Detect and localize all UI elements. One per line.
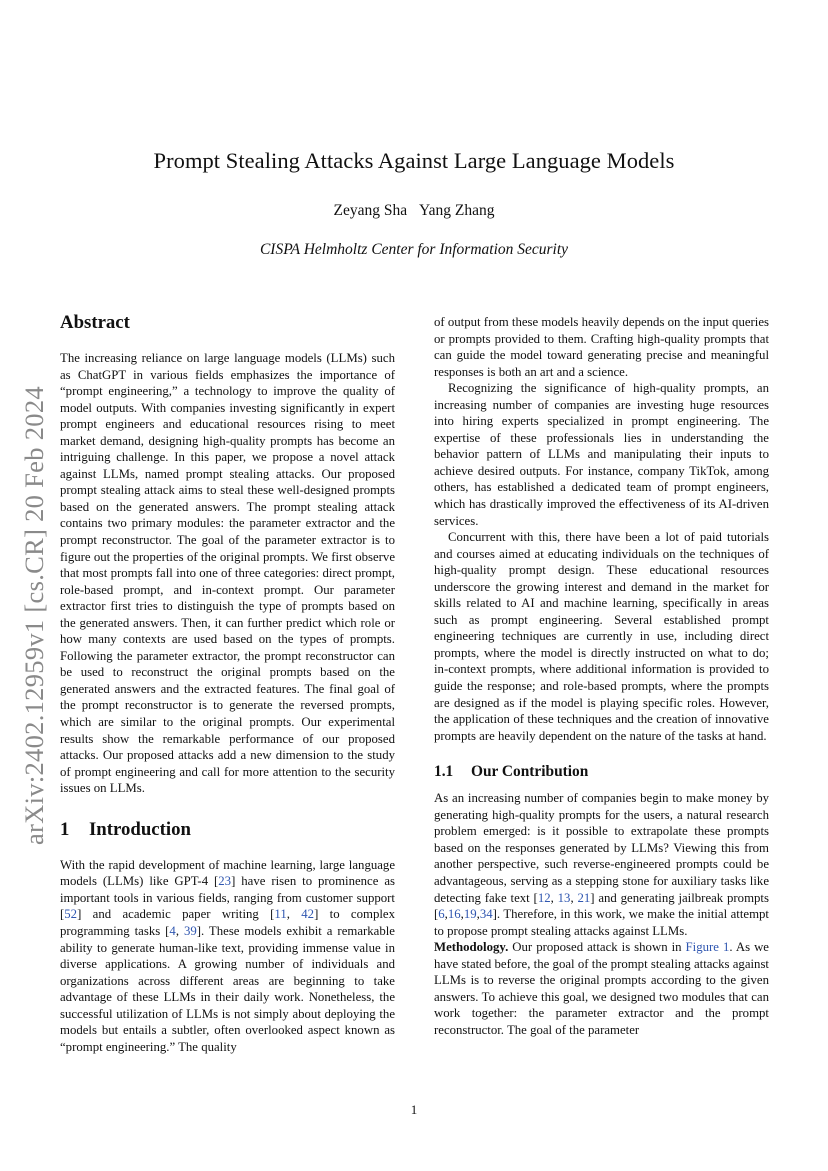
citation-link[interactable]: 6 [438, 907, 445, 922]
subsection-title: Our Contribution [471, 763, 589, 781]
arxiv-identifier-stamp: arXiv:2402.12959v1 [cs.CR] 20 Feb 2024 [19, 386, 49, 845]
subsection-number: 1.1 [434, 763, 454, 781]
section-number: 1 [60, 818, 70, 840]
subsection-heading [434, 762, 769, 782]
citation-link[interactable]: 42 [301, 907, 315, 922]
citation-link[interactable]: 21 [577, 890, 591, 905]
affiliation: CISPA Helmholtz Center for Information Security [259, 241, 569, 258]
citation-link[interactable]: 13 [557, 890, 571, 905]
author-name: Yang Zhang [418, 202, 495, 219]
intro-paragraph: Recognizing the significance of high-quality prompts, an increasing number of companies are investing huge resources into hiring experts specialized in prompt engineering. The expertise of these professionals lies in understanding the behavior pattern of LLMs and manipulating their inputs to achieve desired outputs. For instance, company TikTok, among others, has established a dedicated team of prompt engineers, which has drastically improved the effectiveness of its AI-driven services. [434, 381, 769, 528]
citation-link[interactable]: 19 [463, 907, 477, 922]
page-number: 1 [410, 1102, 418, 1117]
section-title: Introduction [89, 818, 191, 840]
intro-paragraph: With the rapid development of machine learning, large language models (LLMs) like GPT-4 [23] have risen to prominence as important tools in various fields, ranging from customer support [52] and academic paper writing [11, 42] to complex programming tasks [4, 39]. These models exhibit a remarkable ability to generate human-like text, providing immense value in diverse applications. A growing number of individuals and organizations across different areas are beginning to take advantage of these LLMs in their daily work. Nonetheless, the successful utilization of LLMs is not simply about deploying the models but entails a subtler, often overlooked aspect known as “prompt engineering.” The quality [60, 857, 395, 1054]
citation-link[interactable]: 52 [64, 907, 78, 922]
citation-link[interactable]: 12 [537, 890, 551, 905]
intro-paragraph-continued: of output from these models heavily depends on the input queries or prompts provided to them. Crafting high-quality prompts that can guide the model toward generating precise and meaningful responses is both an art and a science. [434, 315, 769, 379]
author-list [0, 202, 828, 220]
methodology-paragraph: Methodology. Our proposed attack is shown in Figure 1. As we have stated before, the goal of the prompt stealing attacks against LLMs is to reverse the original prompts according to the given answers. To achieve this goal, we designed two modules that can work together: the parameter extractor and the prompt reconstructor. The goal of the parameter [434, 940, 769, 1037]
paragraph-lead: Methodology. [434, 940, 509, 955]
right-column [434, 314, 769, 1038]
citation-link[interactable]: 4 [169, 923, 176, 938]
citation-link[interactable]: 39 [183, 923, 197, 938]
intro-paragraph: Concurrent with this, there have been a lot of paid tutorials and courses aimed at educating individuals on the techniques of high-quality prompt design. These educational resources underscore the growing interest and demand in the market for skills related to AI and machine learning, specifically in areas such as prompt engineering. Several established prompt engineering techniques are currently in use, including direct prompts, where the model is directly instructed on what to do; in-context prompts, where additional information is provided to guide the response; and role-based prompts, where the prompts are designed as if the model is playing specific roles. However, the application of these techniques and the creation of innovative prompts are heavily dependent on the nature of the tasks at hand. [434, 530, 769, 743]
citation-link[interactable]: 11 [274, 907, 287, 922]
citation-link[interactable]: 16 [447, 907, 461, 922]
citation-link[interactable]: 23 [218, 874, 232, 889]
citation-link[interactable]: 34 [479, 907, 493, 922]
section-heading [60, 819, 395, 841]
left-column [60, 312, 395, 1055]
author-name: Zeyang Sha [333, 202, 408, 219]
contribution-paragraph: As an increasing number of companies begin to make money by generating high-quality prompts for the users, a natural research problem emerged: is it possible to extrapolate these prompts based on the responses generated by LLMs? Viewing this from another perspective, such reverse-engineered prompts could be advantageous, serving as a stepping stone for auxiliary tasks like detecting fake text [12, 13, 21] and generating jailbreak prompts [6,16,19,34]. Therefore, in this work, we make the initial attempt to propose prompt stealing attacks against LLMs. [434, 791, 769, 938]
abstract-text: The increasing reliance on large language models (LLMs) such as ChatGPT in various fields emphasizes the importance of “prompt engineering,” a technology to improve the quality of model outputs. With companies investing significantly in expert prompt engineers and educational resources rising to meet market demand, designing high-quality prompts has become an intriguing challenge. In this paper, we propose a novel attack against LLMs, named prompt stealing attacks. Our proposed prompt stealing attack aims to steal these well-designed prompts based on the generated answers. The prompt stealing attack contains two primary modules: the parameter extractor and the prompt reconstructor. The goal of the parameter extractor is to figure out the properties of the original prompts. We first observe that most prompts fall into one of three categories: direct prompt, role-based prompt, and in-context prompt. Our parameter extractor first tries to distinguish the type of prompts based on the generated answers. Then, it can further predict which role or how many contexts are used based on the types of prompts. Following the parameter extractor, the prompt reconstructor can be used to reconstruct the original prompts based on the generated answers and the extracted features. The final goal of the prompt reconstructor is to generate the reversed prompts, which are similar to the original prompts. Our experimental results show the remarkable performance of our proposed attacks. Our proposed attacks add a new dimension to the study of prompt engineering and call for more attention to the security issues on LLMs. [60, 351, 395, 796]
paper-title: Prompt Stealing Attacks Against Large Language Models [153, 148, 675, 173]
abstract-heading: Abstract [60, 312, 130, 333]
figure-reference-link[interactable]: Figure 1 [685, 940, 730, 955]
